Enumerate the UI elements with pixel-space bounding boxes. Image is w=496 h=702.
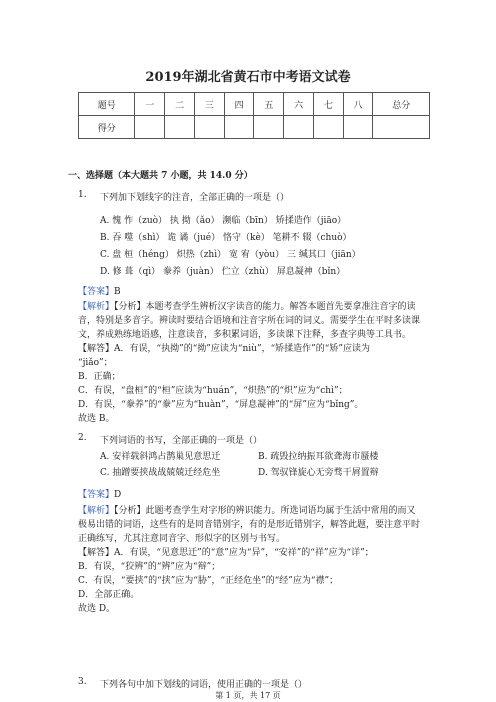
section-heading: 一、选择题（本大题共 7 小题，共 14.0 分） [68, 171, 253, 181]
question-stem: 下列词语的书写，全部正确的一项是（） [100, 436, 263, 446]
question-number: 2. [78, 433, 87, 443]
option-b: B. 吞 噬（shì） 诡 谲（jué） 恪守（kè） 笔耕不 辍（chuò） [100, 233, 352, 243]
score-cell [135, 116, 165, 139]
question-stem: 下列加下划线字的注音，全部正确的一项是（） [100, 193, 290, 203]
analysis-text: 文，养成熟练地语感，注意读音，多积累词语，多读课下注释，多查字典等工具书。 [78, 330, 412, 340]
analysis-text: “jiǎo”； [78, 358, 113, 368]
option-b: B. 疏毁拉纳振耳欲聋海市蜃楼 [258, 452, 379, 462]
analysis-text: 【分析】本题考查学生辨析汉字读音的能力。解答本题首先要拿准注音字的读 [114, 302, 416, 312]
score-table-header-row [79, 93, 430, 116]
page-title: 2019年湖北省黄石市中考语文试卷 [145, 70, 351, 85]
score-cell [224, 116, 254, 139]
page-footer: 第 1 页，共 17 页 [215, 691, 281, 700]
score-table-score-row [79, 116, 430, 139]
score-cell [194, 116, 224, 139]
question-stem: 下列各句中加下划线的词语，使用正确的一项是（） [100, 680, 308, 690]
analysis-text: D．有误，“豢养”的“豢”应为“huàn”，“屏息凝神”的“屏”应为“bǐng”。 [78, 400, 364, 410]
answer-tag: 【答案】 [78, 287, 115, 297]
analysis-line [78, 299, 416, 312]
analysis-text: D．全部正确。 [78, 590, 140, 600]
analysis-text: B．正确； [78, 372, 121, 382]
answer-line [78, 487, 121, 500]
analysis-line [78, 503, 416, 516]
analysis-text: C．有误，“要挟”的“挟”应为“胁”，“正经危坐”的“经”应为“襟”； [78, 576, 339, 586]
question-number: 3. [78, 677, 87, 687]
score-cell [254, 116, 284, 139]
analysis-text: 极易出错的词语，这些有的是同音错别字，有的是形近错别字，解答此题，要注意平时 [78, 520, 421, 530]
score-cell [313, 116, 343, 139]
analysis-text: 故选 D。 [78, 604, 116, 614]
answer-value: D [114, 490, 122, 500]
score-cell [343, 116, 373, 139]
analysis-text: B．有误，“狡辨”的“辨”应为“辩”； [78, 562, 221, 572]
score-header-cell: 题号 [79, 93, 135, 116]
score-cell [284, 116, 314, 139]
score-table [78, 92, 430, 139]
option-a: A. 愧 怍（zuò） 执 拗（ǎo） 濒临（bīn） 矫揉造作（jiāo） [100, 216, 347, 226]
option-d: D. 修 葺（qì） 豢养（juàn） 伫立（zhù） 屏息凝神（bǐn） [100, 267, 346, 277]
score-header-cell: 三 [194, 93, 224, 116]
analysis-text: 【分析】此题考查学生对字形的辨识能力。所选词语均属于生活中常用的而又 [114, 506, 416, 516]
score-header-cell: 二 [165, 93, 195, 116]
answer-line [78, 284, 121, 297]
question-number: 1. [78, 190, 87, 200]
analysis-text: 故选 B。 [78, 414, 115, 424]
option-c: C. 盘 桓（héng） 炽热（zhì） 宽 宥（yòu） 三 缄其口（jiān） [100, 250, 361, 260]
analysis-text: 音，特别是多音字。辨读时要结合语境和注音字所在词的词义。需要学生在平时多读课 [78, 316, 421, 326]
option-c: C. 抽蹭要挟战战兢兢迁经危坐 [100, 468, 221, 478]
option-a: A. 安祥载斜鸿占鹊巢见意思迁 [100, 452, 221, 462]
score-header-cell: 一 [135, 93, 165, 116]
score-header-cell: 四 [224, 93, 254, 116]
score-header-cell: 五 [254, 93, 284, 116]
score-row-label: 得分 [79, 116, 135, 139]
score-header-cell: 七 [313, 93, 343, 116]
score-header-cell: 总分 [373, 93, 430, 116]
analysis-text: 【解答】A．有误，“见意思迁”的“意”应为“异”，“安祥”的“祥”应为“详”； [78, 548, 374, 558]
analysis-tag: 【解析】 [78, 506, 115, 516]
score-header-cell: 八 [343, 93, 373, 116]
answer-value: B [114, 287, 121, 297]
score-cell [165, 116, 195, 139]
option-d: D. 驾驭锋旋心无旁骛干屑置辩 [258, 468, 379, 478]
score-header-cell: 六 [284, 93, 314, 116]
analysis-tag: 【解析】 [78, 302, 115, 312]
answer-tag: 【答案】 [78, 490, 115, 500]
score-cell [373, 116, 430, 139]
analysis-text: 正确练写，尤其注意同音字、形似字的区别与书写。 [78, 534, 286, 544]
analysis-text: C．有误，“盘桓”的“桓”应读为“huán”，“炽热”的“炽”应为“chì”； [78, 386, 348, 396]
analysis-text: 【解答】A．有误，“执拗”的“拗”应读为“niù”，“矫揉造作”的“矫”应读为 [78, 344, 370, 354]
